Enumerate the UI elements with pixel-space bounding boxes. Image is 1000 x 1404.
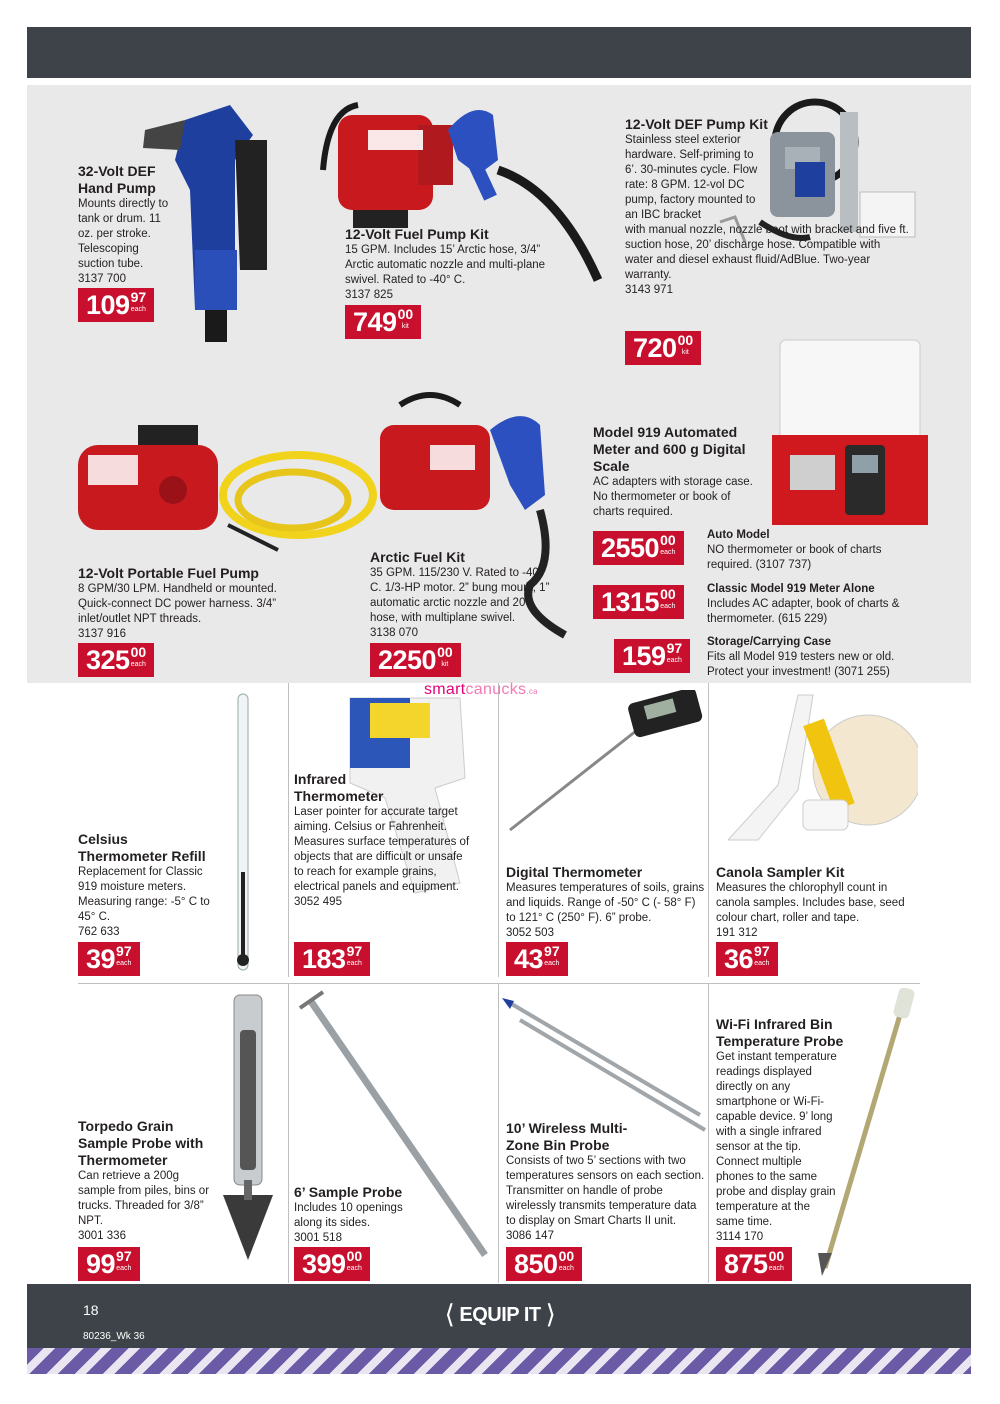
price-unit: each	[558, 1265, 574, 1272]
catalog-code: 80236_Wk 36	[83, 1331, 145, 1342]
price-cents: 00	[660, 586, 676, 602]
def-pump-kit	[625, 133, 910, 298]
product-sku: 3086 147	[506, 1230, 554, 1242]
watermark-light: canucks	[465, 681, 527, 698]
price-cents: 97	[346, 943, 363, 959]
option-name: Auto Model	[707, 529, 770, 541]
def-hand-pump	[78, 163, 173, 287]
portable-fuel-pump-image	[78, 415, 378, 565]
price-cents: 00	[660, 532, 676, 548]
price-unit: each	[544, 960, 560, 967]
canola-sampler-image	[728, 690, 918, 850]
price-main: 43	[514, 944, 544, 974]
product-description: Laser pointer for accurate target aiming. Celsius or Fahrenheit. Measures surface temperatures of objects that are difficult or unsafe to reach for example grains, electrical panels and equipment.	[294, 806, 470, 893]
product-title: 12-Volt Portable Fuel Pump	[78, 565, 259, 581]
price-tag	[593, 531, 684, 565]
product-description: Measures the chlorophyll count in canola samples. Includes base, seed colour chart, roller and tape.	[716, 882, 905, 924]
left-bracket: ⟨	[444, 1299, 455, 1329]
torpedo-probe-image	[218, 990, 278, 1275]
price-unit: kit	[401, 323, 409, 330]
product-description: Includes 10 openings along its sides.	[294, 1202, 403, 1229]
price-main: 99	[86, 1249, 116, 1279]
price-cents: 97	[754, 943, 770, 959]
price-tag	[716, 942, 778, 976]
price-main: 183	[302, 944, 346, 974]
product-sku: 3001 336	[78, 1230, 126, 1242]
price-unit: each	[660, 603, 676, 610]
product-title: Arctic Fuel Kit	[370, 549, 465, 565]
watermark-suffix: .ca	[526, 687, 538, 696]
option-text: Fits all Model 919 testers new or old. Protect your investment! (3071 255)	[707, 651, 895, 678]
product-title: Torpedo Grain Sample Probe with Thermometer	[78, 1118, 204, 1168]
product-sku: 3114 170	[716, 1231, 764, 1243]
option-text: Includes AC adapter, book of charts & thermometer. (615 229)	[707, 598, 900, 625]
price-main: 720	[633, 333, 677, 363]
product-description: Mounts directly to tank or drum. 11 oz. per stroke. Telescoping suction tube.	[78, 198, 169, 270]
product-description: Consists of two 5’ sections with two temperatures sensors on each section. Transmitter on handle of probe wirelessly transmits temperature data to display on Smart Charts II unit.	[506, 1155, 705, 1227]
arctic-fuel-kit	[370, 549, 555, 641]
right-bracket: ⟩	[545, 1299, 556, 1329]
product-title: 6’ Sample Probe	[294, 1184, 403, 1200]
price-main: 875	[724, 1249, 768, 1279]
divider	[78, 983, 920, 984]
watermark-bold: smart	[424, 681, 466, 698]
price-tag	[345, 305, 421, 339]
price-cents: 97	[544, 943, 560, 959]
torpedo-probe	[78, 1118, 213, 1244]
product-description: AC adapters with storage case. No thermometer or book of charts required.	[593, 476, 753, 518]
price-tag	[78, 1247, 140, 1281]
option-name: Classic Model 919 Meter Alone	[707, 583, 875, 595]
striped-band	[27, 1348, 971, 1374]
price-main: 2550	[601, 533, 660, 563]
product-sku: 3052 495	[294, 896, 342, 908]
model-919-option	[707, 635, 907, 680]
wifi-bin-probe	[716, 1016, 844, 1245]
digital-thermometer	[506, 864, 706, 941]
divider	[708, 983, 709, 1283]
product-title: 10’ Wireless Multi-Zone Bin Probe	[506, 1120, 628, 1153]
price-tag	[506, 1247, 582, 1281]
price-unit: each	[666, 657, 682, 664]
price-tag	[370, 643, 461, 677]
model-919-option	[707, 582, 912, 627]
product-description	[625, 133, 910, 283]
product-sku: 3001 518	[294, 1232, 342, 1244]
product-description: Replacement for Classic 919 moisture meters. Measuring range: -5° C to 45° C.	[78, 866, 210, 923]
price-cents: 00	[397, 306, 414, 322]
product-description: Measures temperatures of soils, grains and liquids. Range of -50° C (- 58° F) to 121° C (250° F). 6” probe.	[506, 882, 705, 924]
price-unit: kit	[681, 349, 689, 356]
price-tag	[593, 585, 684, 619]
price-unit: kit	[441, 661, 449, 668]
price-cents: 97	[130, 289, 147, 305]
price-main: 36	[724, 944, 754, 974]
price-tag	[78, 942, 140, 976]
price-tag	[294, 1247, 370, 1281]
divider	[498, 983, 499, 1283]
product-sku: 3137 916	[78, 628, 126, 640]
price-unit: each	[116, 960, 132, 967]
price-cents: 00	[558, 1248, 575, 1264]
infrared-thermometer	[294, 771, 474, 910]
divider	[288, 983, 289, 1283]
product-description: 8 GPM/30 LPM. Handheld or mounted. Quick-connect DC power harness. 3/4” inlet/outlet NPT threads.	[78, 583, 277, 625]
equip-it-logo	[440, 1300, 560, 1328]
price-cents: 00	[768, 1248, 785, 1264]
product-title: Digital Thermometer	[506, 864, 643, 880]
product-sku: 762 633	[78, 926, 120, 938]
def-pump-kit-header	[625, 116, 805, 133]
celsius-thermometer-image	[228, 692, 258, 972]
price-unit: each	[116, 1265, 132, 1272]
fuel-pump-kit	[345, 226, 560, 303]
portable-fuel-pump	[78, 565, 293, 642]
product-title: Celsius Thermometer Refill	[78, 831, 206, 864]
price-unit: each	[346, 960, 362, 967]
price-cents: 97	[116, 943, 132, 959]
model-919-meter-image	[770, 335, 930, 530]
price-tag	[716, 1247, 792, 1281]
price-main: 850	[514, 1249, 558, 1279]
price-cents: 00	[677, 332, 694, 348]
divider	[708, 683, 709, 977]
price-cents: 97	[666, 640, 683, 656]
price-unit: each	[346, 1265, 362, 1272]
price-main: 399	[302, 1249, 346, 1279]
canola-sampler	[716, 864, 911, 941]
price-cents: 00	[130, 644, 147, 660]
price-unit: each	[130, 661, 146, 668]
price-unit: each	[768, 1265, 784, 1272]
option-text: NO thermometer or book of charts required. (3107 737)	[707, 544, 882, 571]
product-title: Canola Sampler Kit	[716, 864, 845, 880]
price-main: 1315	[601, 587, 660, 617]
logo-text: EQUIP IT	[459, 1304, 541, 1326]
price-cents: 00	[346, 1248, 363, 1264]
desc-part-2: with manual nozzle, nozzle boot with bracket and five ft. suction hose, 20’ discharge hose. Compatible with water and diesel exhaust fluid/AdBlue. Two-year warranty.	[625, 224, 909, 281]
product-title: Wi-Fi Infrared Bin Temperature Probe	[716, 1016, 844, 1049]
price-main: 39	[86, 944, 116, 974]
product-title: 12-Volt Fuel Pump Kit	[345, 226, 489, 242]
price-main: 325	[86, 645, 130, 675]
price-cents: 00	[437, 644, 453, 660]
model-919-option	[707, 528, 902, 573]
price-main: 2250	[378, 645, 437, 675]
product-title: 12-Volt DEF Pump Kit	[625, 116, 768, 132]
page-number: 18	[83, 1302, 99, 1318]
product-sku: 3138 070	[370, 627, 418, 639]
product-title: Infrared Thermometer	[294, 771, 384, 804]
bin-probe-image	[500, 995, 710, 1135]
price-unit: each	[130, 306, 146, 313]
price-tag	[294, 942, 370, 976]
price-tag	[614, 639, 690, 673]
desc-part-1: Stainless steel exterior hardware. Self-priming to 6’. 30-minutes cycle. Flow rate: 8 GPM. 12-vol DC pump, factory mounted to an IBC bracket	[625, 134, 758, 221]
price-main: 109	[86, 290, 130, 320]
price-tag	[625, 331, 701, 365]
model-919	[593, 424, 753, 520]
price-tag	[78, 643, 154, 677]
celsius-thermometer	[78, 831, 213, 940]
product-sku: 191 312	[716, 927, 758, 939]
price-main: 159	[622, 641, 666, 671]
digital-thermometer-image	[500, 690, 710, 840]
header-bar	[27, 27, 971, 78]
watermark	[424, 681, 538, 699]
divider	[498, 683, 499, 977]
product-sku: 3052 503	[506, 927, 554, 939]
product-description: 15 GPM. Includes 15’ Arctic hose, 3/4” Arctic automatic nozzle and multi-plane swivel. Rated to -40° C.	[345, 244, 546, 286]
product-description: Can retrieve a 200g sample from piles, bins or trucks. Threaded for 3/8” NPT.	[78, 1170, 210, 1227]
product-description: 35 GPM. 115/230 V. Rated to -40° C. 1/3-HP motor. 2” bung mount, 1” automatic arctic nozzle and 20’ hose, with multiplane swivel.	[370, 567, 550, 624]
price-main: 749	[353, 307, 397, 337]
bin-probe	[506, 1120, 706, 1244]
price-unit: each	[754, 960, 770, 967]
product-title: Model 919 Automated Meter and 600 g Digital Scale	[593, 424, 746, 474]
product-sku: 3137 700	[78, 273, 126, 285]
product-sku: 3137 825	[345, 289, 393, 301]
product-title: 32-Volt DEF Hand Pump	[78, 163, 156, 196]
price-tag	[78, 288, 154, 322]
price-cents: 97	[116, 1248, 132, 1264]
product-description: Get instant temperature readings displayed directly on any smartphone or Wi-Fi-capable device. 9’ long with a single infrared sensor at the tip. Connect multiple phones to the same probe and display grain temperature at the same time.	[716, 1051, 837, 1228]
product-sku: 3143 971	[625, 284, 673, 296]
option-name: Storage/Carrying Case	[707, 636, 831, 648]
price-unit: each	[660, 549, 676, 556]
price-tag	[506, 942, 568, 976]
divider	[288, 683, 289, 977]
sample-probe	[294, 1184, 414, 1246]
